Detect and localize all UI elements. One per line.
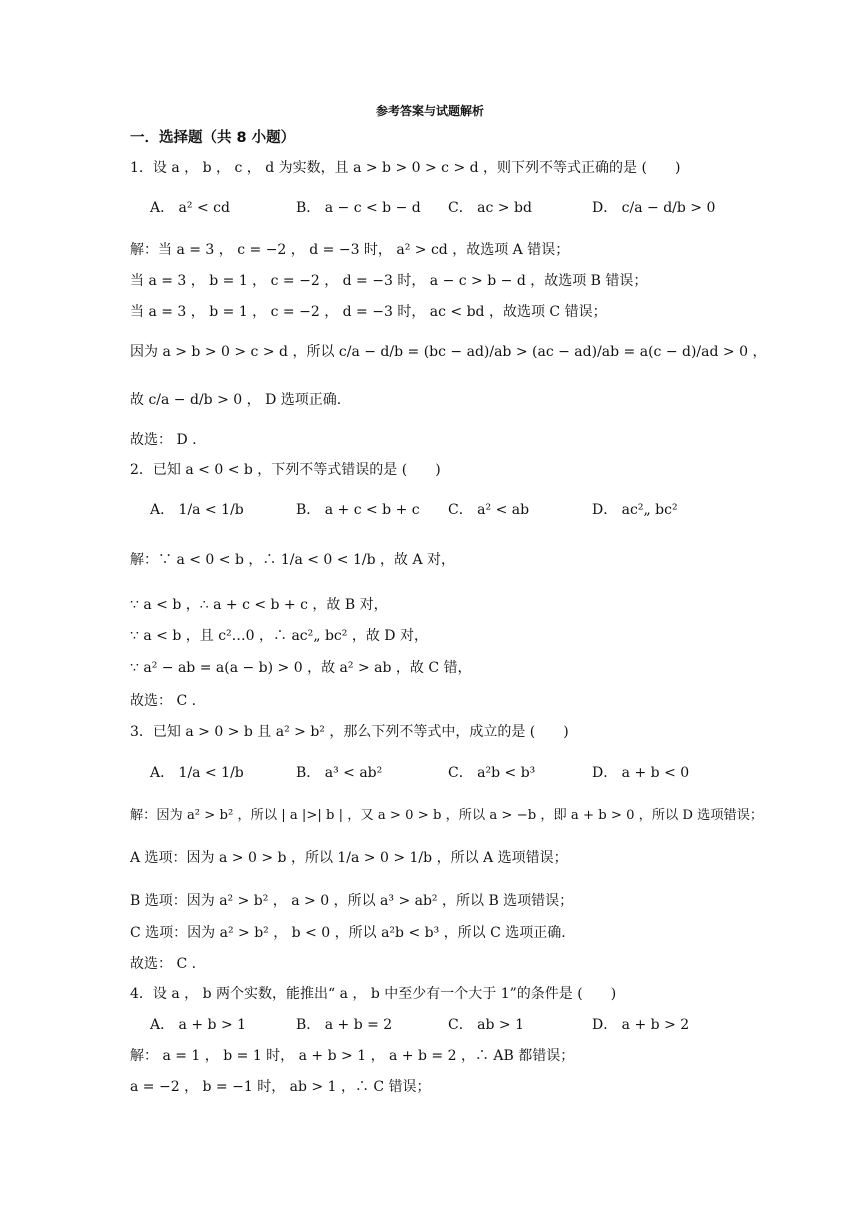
- q2-option-d: D． ac²„ bc²: [592, 502, 678, 518]
- q4-option-b: B． a + b = 2: [296, 1017, 393, 1033]
- q1-option-d: D． c/a − d/b > 0: [592, 200, 716, 216]
- q1-stem: 1．设 a ， b ， c ， d 为实数，且 a > b > 0 > c > d ，则下列不等式正确的是 ( ): [130, 160, 681, 176]
- q1-option-c: C． ac > bd: [448, 200, 532, 216]
- q2-stem: 2．已知 a < 0 < b ，下列不等式错误的是 ( ): [130, 462, 441, 478]
- q4-option-a: A． a + b > 1: [150, 1017, 247, 1033]
- q2-solution-line: ∵ a < b ，∴ a + c < b + c ，故 B 对，: [130, 597, 388, 613]
- q3-option-d: D． a + b < 0: [592, 765, 690, 781]
- q1-solution-line: 解：当 a = 3 ， c = −2 ， d = −3 时， a² > cd ，故选项 A 错误；: [130, 242, 570, 258]
- section-heading: 一．选择题（共 8 小题）: [130, 130, 296, 146]
- q4-solution-line: 解： a = 1 ， b = 1 时， a + b > 1 ， a + b = 2 ，∴ AB 都错误；: [130, 1048, 575, 1064]
- document-title: 参考答案与试题解析: [375, 104, 484, 118]
- q2-option-b: B． a + c < b + c: [296, 502, 420, 518]
- q1-answer: 故选： D .: [130, 432, 197, 448]
- q4-stem: 4．设 a ， b 两个实数，能推出“ a ， b 中至少有一个大于 1”的条件是 ( ): [130, 986, 617, 1002]
- q1-solution-line: 当 a = 3 ， b = 1 ， c = −2 ， d = −3 时， a − c > b − d ，故选项 B 错误；: [130, 273, 648, 289]
- q3-option-b: B． a³ < ab²: [296, 765, 383, 781]
- q4-option-d: D． a + b > 2: [592, 1017, 690, 1033]
- q1-option-a: A． a² < cd: [150, 200, 230, 216]
- q2-answer: 故选： C .: [130, 693, 197, 709]
- q2-option-c: C． a² < ab: [448, 502, 530, 518]
- q4-option-c: C． ab > 1: [448, 1017, 525, 1033]
- q2-solution-line: ∵ a² − ab = a(a − b) > 0 ，故 a² > ab ，故 C 错，: [130, 660, 472, 676]
- q1-option-b: B． a − c < b − d: [296, 200, 421, 216]
- q4-solution-line: a = −2 ， b = −1 时， ab > 1 ，∴ C 错误；: [130, 1079, 431, 1095]
- q1-solution-line: 故 c/a − d/b > 0 ， D 选项正确.: [130, 392, 342, 408]
- q3-option-c: C． a²b < b³: [448, 765, 536, 781]
- q3-solution-line: C 选项：因为 a² > b² ， b < 0 ，所以 a²b < b³ ，所以 C 选项正确.: [130, 925, 566, 941]
- q2-solution-line: ∵ a < b ，且 c²…0 ，∴ ac²„ bc² ，故 D 对，: [130, 628, 428, 644]
- q2-solution-line: 解：∵ a < 0 < b ，∴ 1/a < 0 < 1/b ，故 A 对，: [130, 552, 456, 568]
- q1-solution-line: 当 a = 3 ， b = 1 ， c = −2 ， d = −3 时， ac < bd ，故选项 C 错误；: [130, 304, 607, 320]
- q3-stem: 3．已知 a > 0 > b 且 a² > b² ，那么下列不等式中，成立的是 ( ): [130, 724, 569, 740]
- q1-solution-line: 因为 a > b > 0 > c > d ，所以 c/a − d/b = (bc − ad)/ab > (ac − ad)/ab = a(c − d)/ad > 0 ，: [130, 344, 767, 360]
- q3-option-a: A． 1/a < 1/b: [150, 765, 244, 781]
- q3-solution-line: B 选项：因为 a² > b² ， a > 0 ，所以 a³ > ab² ，所以 B 选项错误；: [130, 893, 574, 909]
- q3-solution-line: 解：因为 a² > b² ，所以 | a |>| b | ，又 a > 0 > b ，所以 a > −b ，即 a + b > 0 ，所以 D 选项错误；: [130, 808, 764, 823]
- q2-option-a: A． 1/a < 1/b: [150, 502, 244, 518]
- q3-solution-line: A 选项：因为 a > 0 > b ，所以 1/a > 0 > 1/b ，所以 A 选项错误；: [130, 850, 568, 866]
- q3-answer: 故选： C .: [130, 956, 197, 972]
